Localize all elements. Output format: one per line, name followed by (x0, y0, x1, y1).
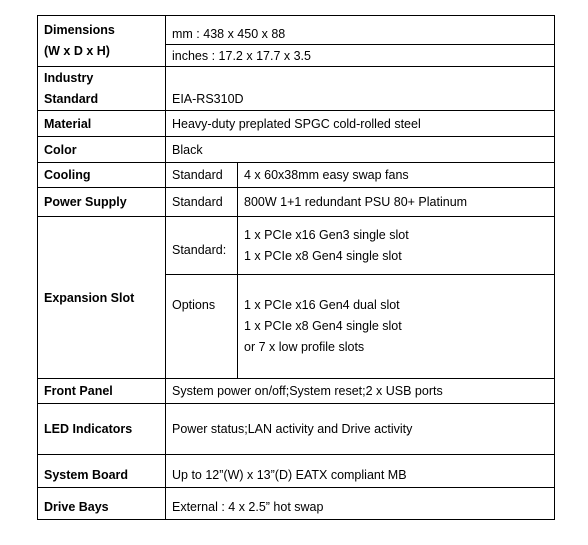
row-expansion-standard (38, 217, 555, 275)
value-drive-bays: External : 4 x 2.5” hot swap (166, 488, 555, 520)
row-cooling (38, 163, 555, 188)
label-color: Color (38, 137, 166, 163)
label-dimensions-line2: (W x D x H) (44, 44, 110, 58)
value-expansion-standard (238, 217, 555, 275)
row-material (38, 111, 555, 137)
expansion-standard-line-1: 1 x PCIe x16 Gen3 single slot (244, 227, 409, 242)
label-industry-line1: Industry (44, 70, 94, 85)
value-led-indicators: Power status;LAN activity and Drive activity (166, 404, 555, 455)
value-industry-standard: EIA-RS310D (166, 67, 555, 111)
value-power-supply: 800W 1+1 redundant PSU 80+ Platinum (238, 188, 555, 217)
row-color (38, 137, 555, 163)
row-power-supply (38, 188, 555, 217)
label-industry-standard (38, 67, 166, 111)
expansion-options-line-1: 1 x PCIe x16 Gen4 dual slot (244, 298, 400, 312)
row-dimensions (38, 16, 555, 45)
label-front-panel: Front Panel (38, 379, 166, 404)
row-front-panel (38, 379, 555, 404)
value-expansion-options (238, 275, 555, 379)
label-led-indicators: LED Indicators (38, 404, 166, 455)
expansion-options-line-2: 1 x PCIe x8 Gen4 single slot (244, 319, 402, 333)
value-system-board: Up to 12”(W) x 13”(D) EATX compliant MB (166, 455, 555, 488)
label-power-supply: Power Supply (38, 188, 166, 217)
label-expansion-slot: Expansion Slot (38, 217, 166, 379)
value-dimensions-inches: inches : 17.2 x 17.7 x 3.5 (166, 45, 555, 67)
row-drive-bays (38, 488, 555, 520)
value-color: Black (166, 137, 555, 163)
label-dimensions-line1: Dimensions (44, 23, 115, 37)
expansion-standard-line-2: 1 x PCIe x8 Gen4 single slot (244, 248, 402, 263)
sub-expansion-options: Options (166, 275, 238, 379)
row-system-board (38, 455, 555, 488)
label-cooling: Cooling (38, 163, 166, 188)
value-front-panel: System power on/off;System reset;2 x USB ports (166, 379, 555, 404)
row-led-indicators (38, 404, 555, 455)
label-drive-bays: Drive Bays (38, 488, 166, 520)
spec-table (37, 15, 555, 520)
sub-power-supply: Standard (166, 188, 238, 217)
label-dimensions (38, 16, 166, 67)
label-system-board: System Board (38, 455, 166, 488)
value-material: Heavy-duty preplated SPGC cold-rolled steel (166, 111, 555, 137)
value-dimensions-mm: mm : 438 x 450 x 88 (166, 16, 555, 45)
row-industry-standard (38, 67, 555, 111)
label-industry-line2: Standard (44, 91, 99, 106)
sub-cooling: Standard (166, 163, 238, 188)
sub-expansion-standard: Standard: (166, 217, 238, 275)
expansion-options-line-3: or 7 x low profile slots (244, 340, 365, 354)
value-cooling: 4 x 60x38mm easy swap fans (238, 163, 555, 188)
label-material: Material (38, 111, 166, 137)
